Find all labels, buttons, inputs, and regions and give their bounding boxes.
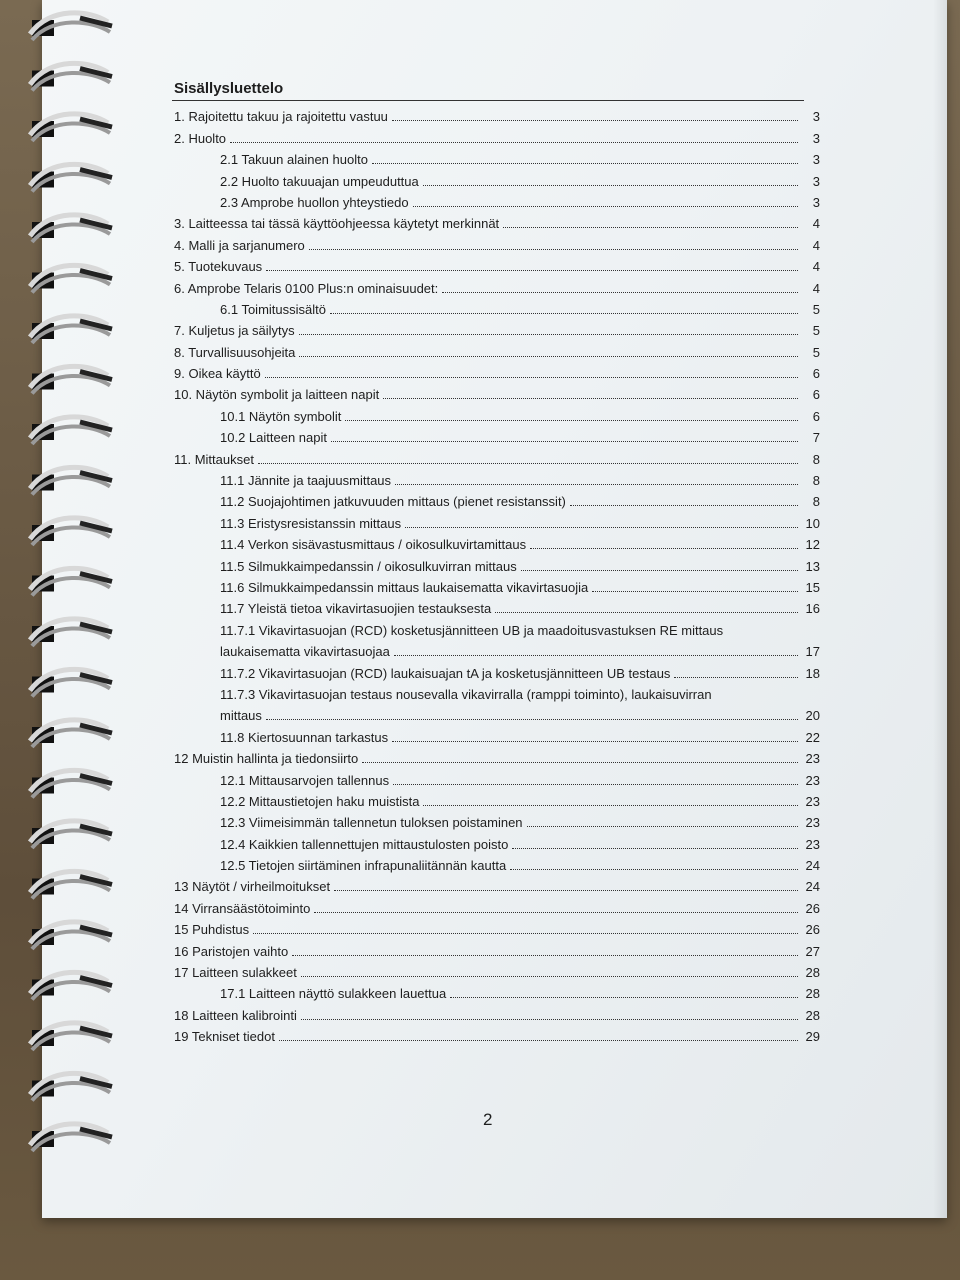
- toc-entry-page: 4: [812, 216, 820, 232]
- toc-entry: [150, 552, 820, 573]
- dot-leader: [392, 741, 798, 742]
- dot-leader: [570, 505, 798, 506]
- toc-entry: [150, 338, 820, 359]
- toc-entry-label: 2. Huolto: [174, 130, 227, 146]
- toc-entry-label: 8. Turvallisuusohjeita: [174, 344, 296, 360]
- dot-leader: [512, 848, 798, 849]
- toc-entry: [150, 894, 820, 915]
- toc-entry: [150, 595, 820, 616]
- dot-leader: [266, 719, 798, 720]
- toc-entry-label: 1. Rajoitettu takuu ja rajoitettu vastuu: [174, 109, 388, 125]
- toc-entry: [150, 231, 820, 252]
- toc-entry-page: 23: [805, 751, 820, 767]
- toc-entry-label: 12.3 Viimeisimmän tallennetun tuloksen poistaminen: [220, 815, 523, 831]
- spiral-binding: [20, 0, 130, 1200]
- toc-entry-page: 7: [812, 430, 820, 446]
- toc-entry-label: 17 Laitteen sulakkeet: [174, 965, 297, 981]
- toc-list: [150, 103, 820, 1044]
- toc-entry-label: 16 Paristojen vaihto: [174, 943, 289, 959]
- toc-entry-page: 8: [812, 473, 820, 489]
- toc-entry: [150, 488, 820, 509]
- toc-entry: [150, 852, 820, 873]
- toc-entry: [150, 189, 820, 210]
- toc-entry-label: 15 Puhdistus: [174, 922, 250, 938]
- toc-entry-label: 10. Näytön symbolit ja laitteen napit: [174, 387, 380, 403]
- toc-entry: [150, 638, 820, 659]
- binding-coil: [30, 417, 112, 444]
- binding-coil: [30, 63, 112, 90]
- toc-entry-page: 26: [805, 900, 820, 916]
- dot-leader: [423, 805, 798, 806]
- toc-entry-page: 3: [812, 194, 820, 210]
- toc-entry: [150, 980, 820, 1001]
- dot-leader: [292, 955, 798, 956]
- binding-coil: [30, 821, 112, 848]
- toc-entry-page: 28: [805, 965, 820, 981]
- toc-entry-label: 11.6 Silmukkaimpedanssin mittaus laukaisematta vikavirtasuojia: [220, 579, 589, 595]
- toc-entry-page: 15: [805, 579, 820, 595]
- toc-entry: [150, 253, 820, 274]
- dot-leader: [309, 249, 798, 250]
- dot-leader: [392, 120, 798, 121]
- binding-coil: [30, 518, 112, 545]
- toc-entry-label: 11.3 Eristysresistanssin mittaus: [220, 515, 402, 531]
- binding-coil: [30, 871, 112, 898]
- toc-entry-page: 27: [805, 943, 820, 959]
- toc-entry: [150, 274, 820, 295]
- dot-leader: [527, 826, 798, 827]
- toc-entry: [150, 210, 820, 231]
- dot-leader: [592, 591, 798, 592]
- toc-entry: [150, 103, 820, 124]
- toc-entry: [150, 531, 820, 552]
- toc-entry-label: 12.5 Tietojen siirtäminen infrapunaliitännän kautta: [220, 858, 507, 874]
- dot-leader: [314, 912, 798, 913]
- binding-coil: [30, 164, 112, 191]
- toc-entry-page: 10: [805, 515, 820, 531]
- dot-leader: [258, 463, 798, 464]
- toc-entry-label: 11.7.3 Vikavirtasuojan testaus nousevalla vikavirralla (ramppi toiminto), laukaisuvirran: [220, 686, 712, 702]
- dot-leader: [330, 313, 798, 314]
- toc-entry-page: 5: [812, 323, 820, 339]
- toc-entry: [150, 702, 820, 723]
- toc-entry: [150, 937, 820, 958]
- dot-leader: [423, 185, 798, 186]
- binding-coil: [30, 770, 112, 797]
- toc-entry-label: 11.4 Verkon sisävastusmittaus / oikosulkuvirtamittaus: [220, 537, 527, 553]
- dot-leader: [265, 377, 798, 378]
- table-of-contents: [150, 80, 820, 1044]
- toc-entry-page: 17: [805, 644, 820, 660]
- toc-entry-label: 14 Virransäästötoiminto: [174, 900, 311, 916]
- toc-entry-page: 12: [805, 537, 820, 553]
- toc-entry: [150, 124, 820, 145]
- toc-entry-page: 29: [805, 1029, 820, 1045]
- toc-entry-page: 6: [812, 387, 820, 403]
- toc-entry-label: 12 Muistin hallinta ja tiedonsiirto: [174, 751, 359, 767]
- toc-heading: Sisällysluettelo: [174, 80, 284, 97]
- toc-entry-page: 28: [805, 986, 820, 1002]
- toc-entry-page: 4: [812, 259, 820, 275]
- toc-entry-label: 11.1 Jännite ja taajuusmittaus: [220, 473, 392, 489]
- toc-entry-page: 22: [805, 729, 820, 745]
- toc-entry: [150, 360, 820, 381]
- toc-entry: [150, 766, 820, 787]
- toc-entry-label: 12.2 Mittaustietojen haku muistista: [220, 793, 420, 809]
- toc-entry: [150, 1001, 820, 1022]
- toc-entry: [150, 723, 820, 744]
- toc-entry-label: 6.1 Toimitussisältö: [220, 301, 326, 317]
- dot-leader: [372, 163, 798, 164]
- toc-entry-label: laukaisematta vikavirtasuojaa: [220, 644, 390, 660]
- binding-coil: [30, 1124, 112, 1151]
- toc-entry-page: 6: [812, 408, 820, 424]
- toc-entry-label: 19 Tekniset tiedot: [174, 1029, 275, 1045]
- binding-coil: [30, 972, 112, 999]
- dot-leader: [334, 890, 798, 891]
- dot-leader: [299, 356, 798, 357]
- dot-leader: [442, 292, 798, 293]
- binding-coil: [30, 265, 112, 292]
- toc-entry: [150, 167, 820, 188]
- toc-entry-label: 18 Laitteen kalibrointi: [174, 1007, 297, 1023]
- toc-entry-label: 3. Laitteessa tai tässä käyttöohjeessa käytetyt merkinnät: [174, 216, 500, 232]
- binding-coil: [30, 366, 112, 393]
- toc-entry-page: 24: [805, 858, 820, 874]
- toc-entry: [150, 445, 820, 466]
- toc-entry-label: 17.1 Laitteen näyttö sulakkeen lauettua: [220, 986, 447, 1002]
- toc-entry: [150, 830, 820, 851]
- toc-entry-page: 13: [805, 558, 820, 574]
- toc-entry-label: 2.1 Takuun alainen huolto: [220, 152, 368, 168]
- toc-entry-page: 5: [812, 344, 820, 360]
- heading-rule: [172, 100, 804, 101]
- binding-coil: [30, 1073, 112, 1100]
- toc-entry-label: 4. Malli ja sarjanumero: [174, 237, 305, 253]
- toc-entry: [150, 1023, 820, 1044]
- toc-entry: [150, 424, 820, 445]
- toc-entry-label: 10.2 Laitteen napit: [220, 430, 327, 446]
- binding-coil: [30, 114, 112, 141]
- toc-entry: [150, 809, 820, 830]
- toc-entry-page: 26: [805, 922, 820, 938]
- dot-leader: [383, 398, 798, 399]
- dot-leader: [299, 334, 798, 335]
- toc-entry: [150, 873, 820, 894]
- toc-entry-label: 9. Oikea käyttö: [174, 366, 261, 382]
- dot-leader: [405, 527, 798, 528]
- toc-entry-label: 2.2 Huolto takuuajan umpeuduttua: [220, 173, 419, 189]
- toc-entry-page: 28: [805, 1007, 820, 1023]
- binding-coil: [30, 619, 112, 646]
- dot-leader: [301, 1019, 798, 1020]
- toc-entry-page: 3: [812, 152, 820, 168]
- toc-entry-label: 12.1 Mittausarvojen tallennus: [220, 772, 390, 788]
- binding-coil: [30, 1023, 112, 1050]
- dot-leader: [503, 227, 798, 228]
- toc-entry-page: 23: [805, 772, 820, 788]
- toc-entry: [150, 146, 820, 167]
- toc-entry: [150, 509, 820, 530]
- toc-entry-label: 11.5 Silmukkaimpedanssin / oikosulkuvirran mittaus: [220, 558, 517, 574]
- toc-entry-label: 11.2 Suojajohtimen jatkuvuuden mittaus (pienet resistanssit): [220, 494, 566, 510]
- binding-coil: [30, 720, 112, 747]
- binding-coil: [30, 669, 112, 696]
- toc-entry: [150, 916, 820, 937]
- toc-entry-label: 5. Tuotekuvaus: [174, 259, 263, 275]
- toc-entry: [150, 381, 820, 402]
- toc-entry-page: 4: [812, 280, 820, 296]
- dot-leader: [266, 270, 798, 271]
- toc-entry: [150, 296, 820, 317]
- dot-leader: [230, 142, 798, 143]
- toc-entry-label: 7. Kuljetus ja säilytys: [174, 323, 295, 339]
- toc-entry-label: 2.3 Amprobe huollon yhteystiedo: [220, 194, 409, 210]
- toc-entry-page: 16: [805, 601, 820, 617]
- dot-leader: [395, 484, 798, 485]
- toc-entry-page: 23: [805, 793, 820, 809]
- binding-coil: [30, 13, 112, 40]
- toc-entry-label: 11. Mittaukset: [174, 451, 254, 467]
- binding-coil: [30, 467, 112, 494]
- dot-leader: [301, 976, 798, 977]
- toc-entry-page: 18: [805, 665, 820, 681]
- toc-entry-page: 23: [805, 815, 820, 831]
- toc-entry-label: 10.1 Näytön symbolit: [220, 408, 342, 424]
- toc-entry-page: 3: [812, 130, 820, 146]
- dot-leader: [510, 869, 798, 870]
- toc-entry-page: 3: [812, 109, 820, 125]
- dot-leader: [521, 570, 798, 571]
- toc-entry-page: 8: [812, 451, 820, 467]
- toc-entry-label: 12.4 Kaikkien tallennettujen mittaustulosten poisto: [220, 836, 509, 852]
- toc-entry: [150, 788, 820, 809]
- toc-entry: [150, 402, 820, 423]
- toc-entry-label: 11.7.1 Vikavirtasuojan (RCD) kosketusjännitteen UB ja maadoitusvastuksen RE mittaus: [220, 622, 724, 638]
- toc-entry-label: mittaus: [220, 708, 262, 724]
- dot-leader: [413, 206, 798, 207]
- dot-leader: [450, 997, 798, 998]
- toc-entry-page: 20: [805, 708, 820, 724]
- toc-entry-page: 4: [812, 237, 820, 253]
- toc-entry-page: 6: [812, 366, 820, 382]
- page-number: 2: [483, 1110, 493, 1129]
- toc-entry: [150, 574, 820, 595]
- dot-leader: [495, 612, 798, 613]
- toc-entry-page: 8: [812, 494, 820, 510]
- dot-leader: [394, 655, 798, 656]
- binding-coil: [30, 316, 112, 343]
- toc-entry-page: 5: [812, 301, 820, 317]
- dot-leader: [393, 784, 798, 785]
- binding-coil: [30, 922, 112, 949]
- dot-leader: [253, 933, 798, 934]
- dot-leader: [362, 762, 798, 763]
- toc-entry-label: 11.8 Kiertosuunnan tarkastus: [220, 729, 389, 745]
- dot-leader: [674, 677, 798, 678]
- toc-entry-label: 11.7 Yleistä tietoa vikavirtasuojien testauksesta: [220, 601, 492, 617]
- dot-leader: [345, 420, 798, 421]
- toc-entry: [150, 317, 820, 338]
- toc-entry-label: 13 Näytöt / virheilmoitukset: [174, 879, 331, 895]
- toc-entry-label: 11.7.2 Vikavirtasuojan (RCD) laukaisuajan tA ja kosketusjännitteen UB testaus: [220, 665, 671, 681]
- toc-entry: [150, 745, 820, 766]
- dot-leader: [331, 441, 798, 442]
- toc-entry: [150, 616, 820, 637]
- binding-coil: [30, 568, 112, 595]
- toc-entry-label: 6. Amprobe Telaris 0100 Plus:n ominaisuudet:: [174, 280, 439, 296]
- toc-entry: [150, 467, 820, 488]
- page-edge-shadow: [933, 0, 947, 1218]
- dot-leader: [530, 548, 798, 549]
- toc-entry: [150, 681, 820, 702]
- binding-coil: [30, 215, 112, 242]
- toc-entry: [150, 659, 820, 680]
- toc-entry-page: 24: [805, 879, 820, 895]
- toc-entry-page: 3: [812, 173, 820, 189]
- toc-entry-page: 23: [805, 836, 820, 852]
- dot-leader: [279, 1040, 798, 1041]
- toc-entry: [150, 959, 820, 980]
